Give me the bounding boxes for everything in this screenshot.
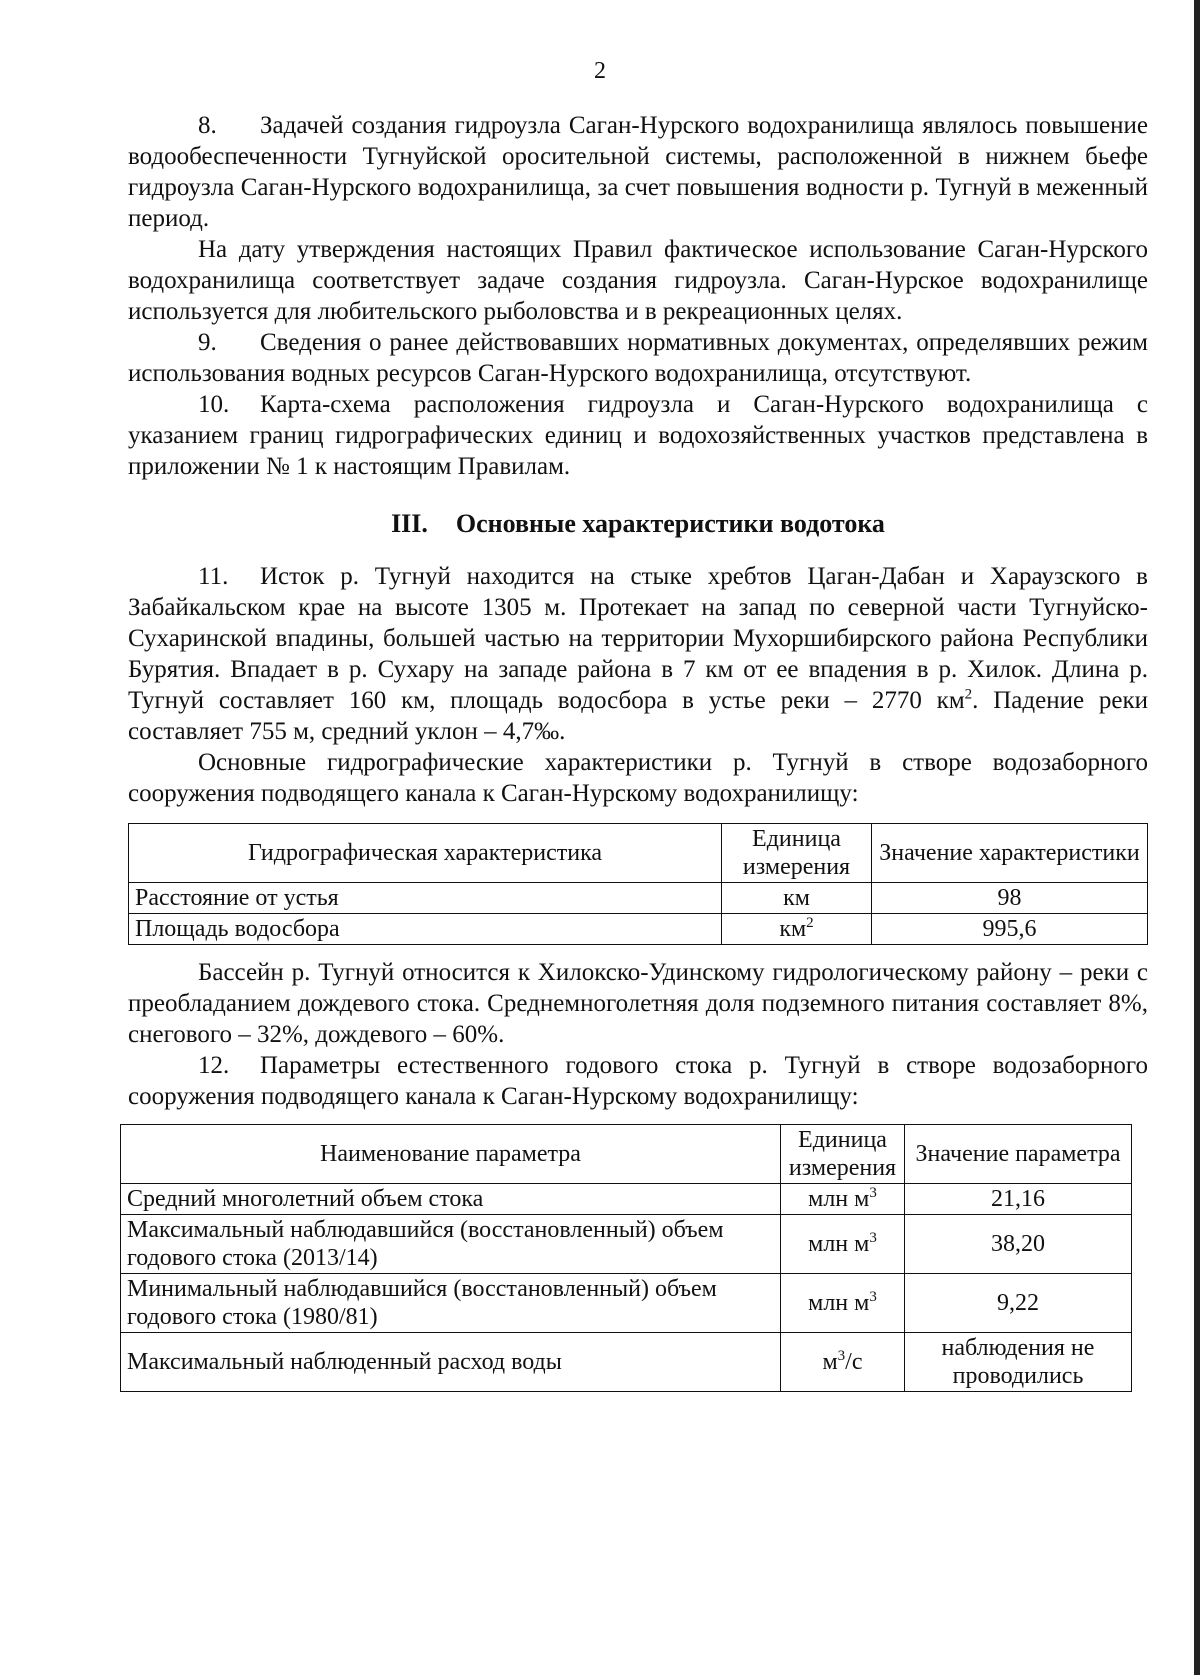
paragraph-11 <box>128 561 1148 747</box>
table1-intro: Основные гидрографические характеристики р. Тугнуй в створе водозаборного сооружения подводящего канала к Саган-Нурскому водохранилищу: <box>128 749 1148 807</box>
value-cell: 98 <box>872 883 1148 914</box>
column-header: Единица измерения <box>722 824 872 883</box>
table-row <box>129 914 1148 945</box>
paragraph-text: На дату утверждения настоящих Правил фактическое использование Саган-Нурского водохранилища соответствует задаче создания гидроузла. Саган-Нурское водохранилище используется для любительского рыболовства и в рекреационных целях. <box>128 236 1148 325</box>
column-header: Гидрографическая характеристика <box>129 824 722 883</box>
paragraph-8 <box>128 110 1148 234</box>
paragraph-10 <box>128 389 1148 482</box>
column-header: Наименование параметра <box>121 1125 781 1184</box>
unit-cell: $км^2$ <box>722 914 872 945</box>
table-row <box>121 1333 1132 1392</box>
unit-cell: км <box>722 883 872 914</box>
paragraph-text: Карта-схема расположения гидроузла и Саган-Нурского водохранилища с указанием границ гидрографических единиц и водохозяйственных участков представлена в приложении № 1 к настоящим Правилам. <box>128 391 1148 480</box>
paragraph-text: Исток р. Тугнуй находится на стыке хребтов Цаган-Дабан и Хараузского в Забайкальском крае на высоте 1305 м. Протекает на запад по северной части Тугнуйско-Сухаринской впадины, большей частью на территории Мухоршибирского района Республики Бурятия. Впадает в р. Сухару на западе района в 7 км от ее впадения в р. Хилок. Длина р. Тугнуй составляет 160 км, площадь водосбора в устье реки – 2770 км <box>128 563 1148 714</box>
paragraph-number: 10. <box>198 391 230 418</box>
param-name: Максимальный наблюденный расход воды <box>121 1333 781 1392</box>
paragraph-12 <box>128 1050 1148 1112</box>
column-header: Значение параметра <box>905 1125 1132 1184</box>
param-name: Средний многолетний объем стока <box>121 1184 781 1215</box>
value-cell: 21,16 <box>905 1184 1132 1215</box>
table-header-row <box>129 824 1148 883</box>
table-row <box>129 883 1148 914</box>
value-cell: 38,20 <box>905 1215 1132 1274</box>
runoff-table <box>120 1124 1132 1392</box>
paragraph-text: . Падение реки составляет 755 м, средний уклон – 4,7‰. <box>128 687 1148 745</box>
paragraph-text: Задачей создания гидроузла Саган-Нурского водохранилища являлось повышение водообеспеченности Тугнуйской оросительной системы, расположенной в нижнем бьефе гидроузла Саган-Нурского водохранилища, за счет повышения водности р. Тугнуй в меженный период. <box>128 112 1148 232</box>
paragraph-text: Сведения о ранее действовавших нормативных документах, определявших режим использования водных ресурсов Саган-Нурского водохранилища, отсутствуют. <box>128 329 1148 387</box>
column-header: Единица измерения <box>781 1125 905 1184</box>
paragraph-number: 9. <box>198 329 217 356</box>
unit-cell: млн $м^3$ <box>781 1215 905 1274</box>
param-name: Минимальный наблюдавшийся (восстановленный) объем годового стока (1980/81) <box>121 1274 781 1333</box>
section-title: Основные характеристики водотока <box>455 509 885 538</box>
column-header: Значение характеристики <box>872 824 1148 883</box>
unit-cell: млн $м^3$ <box>781 1274 905 1333</box>
table-header-row <box>121 1125 1132 1184</box>
value-cell: наблюдения не проводились <box>905 1333 1132 1392</box>
paragraph-number: 8. <box>198 112 217 139</box>
paragraph-9 <box>128 327 1148 389</box>
paragraph-text: Параметры естественного годового стока р. Тугнуй в створе водозаборного сооружения подводящего канала к Саган-Нурскому водохранилищу: <box>128 1052 1148 1110</box>
unit-cell: $м^3/с$ <box>781 1333 905 1392</box>
document-body <box>128 110 1148 1392</box>
table-row <box>121 1274 1132 1333</box>
param-name: Максимальный наблюдавшийся (восстановленный) объем годового стока (2013/14) <box>121 1215 781 1274</box>
unit-cell: млн $м^3$ <box>781 1184 905 1215</box>
scan-edge <box>1194 0 1200 1675</box>
paragraph-number: 11. <box>198 563 229 590</box>
value-cell: 995,6 <box>872 914 1148 945</box>
section-heading <box>128 508 1148 539</box>
paragraph-basin: Бассейн р. Тугнуй относится к Хилокско-Удинскому гидрологическому району – реки с преобладанием дождевого стока. Среднемноголетняя доля подземного питания составляет 8%, снегового – 32%, дождевого – 60%. <box>128 959 1148 1048</box>
section-number: III. <box>391 509 428 538</box>
hydrographic-table <box>128 823 1148 945</box>
page-number: 2 <box>594 58 606 84</box>
table-row <box>121 1184 1132 1215</box>
paragraph-8-cont <box>128 234 1148 327</box>
superscript: 2 <box>964 686 973 703</box>
table-row <box>121 1215 1132 1274</box>
param-name: Площадь водосбора <box>129 914 722 945</box>
param-name: Расстояние от устья <box>129 883 722 914</box>
value-cell: 9,22 <box>905 1274 1132 1333</box>
paragraph-number: 12. <box>198 1052 230 1079</box>
